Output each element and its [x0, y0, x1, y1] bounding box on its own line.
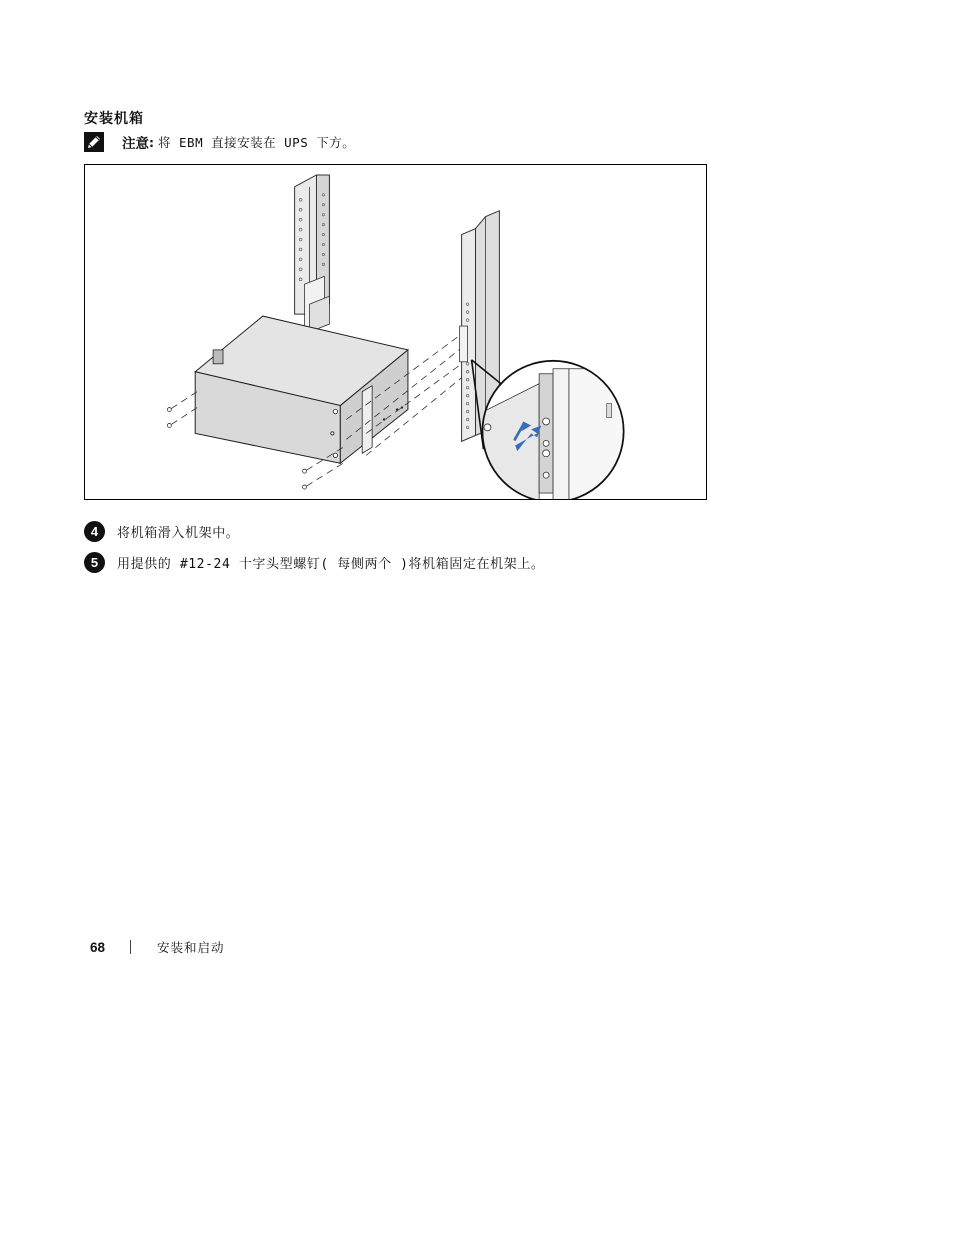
note	[84, 131, 355, 153]
pencil-note-icon	[84, 132, 104, 152]
rack-installation-figure	[84, 164, 707, 500]
page-footer	[90, 938, 225, 956]
step-4	[84, 520, 239, 542]
step-5	[84, 551, 545, 573]
magnified-detail-callout	[472, 360, 643, 499]
left-rail	[295, 175, 330, 332]
ebm-chassis	[195, 316, 408, 463]
note-text: 将 EBM 直接安装在 UPS 下方。	[158, 135, 356, 150]
step-number-badge: 4	[84, 521, 105, 542]
footer-section-title: 安装和启动	[157, 940, 225, 955]
note-separator: :	[149, 134, 154, 150]
step-text: 用提供的 #12-24 十字头型螺钉( 每侧两个 )将机箱固定在机架上。	[117, 556, 545, 572]
page-number: 68	[90, 939, 106, 955]
note-label: 注意	[122, 136, 149, 152]
section-heading: 安装机箱	[84, 111, 144, 127]
footer-divider	[130, 940, 131, 954]
step-number-badge: 5	[84, 552, 105, 573]
rack-installation-illustration	[85, 165, 706, 499]
step-text: 将机箱滑入机架中。	[117, 525, 240, 541]
